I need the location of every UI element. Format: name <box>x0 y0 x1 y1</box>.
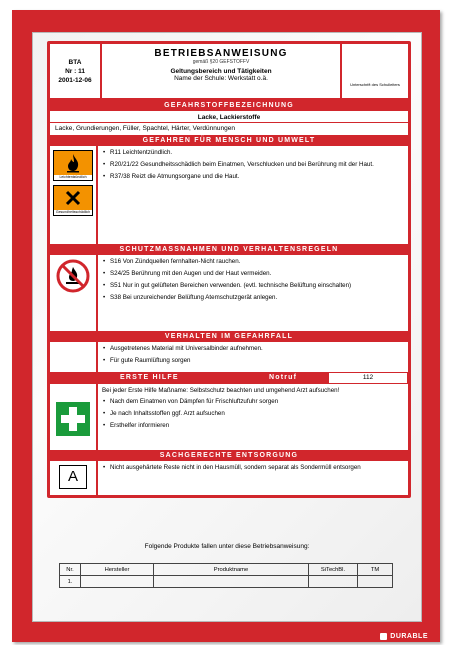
firstaid-title: ERSTE HILFE <box>120 374 179 381</box>
no-open-flame-icon <box>56 259 90 293</box>
row-nr: 1. <box>60 576 81 588</box>
firstaid-section <box>50 384 408 450</box>
cross-icon <box>54 186 92 210</box>
flame-icon <box>54 151 92 175</box>
substance-name: Lacke, Lackierstoffe <box>197 114 261 121</box>
danger-text <box>98 342 408 372</box>
cell <box>154 576 309 588</box>
col-hersteller: Hersteller <box>81 564 154 576</box>
durable-mark-icon <box>380 633 387 640</box>
danger-bar: VERHALTEN IM GEFAHRFALL <box>50 331 408 342</box>
header-code: BTA <box>68 58 82 66</box>
header-number: Nr : 11 <box>65 67 85 75</box>
hazards-text <box>98 146 408 244</box>
danger-item: • Ausgetretenes Material mit Universalbinder aufnehmen. <box>110 345 404 353</box>
harmful-symbol <box>53 185 93 216</box>
durable-logo <box>380 633 428 640</box>
red-display-frame <box>12 10 440 642</box>
col-tm: TM <box>358 564 393 576</box>
protection-text <box>98 255 408 331</box>
operating-instruction-sheet <box>47 41 411 498</box>
protection-item: • S16 Von Zündquellen fernhalten-Nicht rauchen. <box>110 258 404 266</box>
firstaid-text <box>98 384 408 450</box>
disposal-letter: A <box>67 468 78 485</box>
scope-label: Geltungsbereich und Tätigkeiten <box>170 68 272 75</box>
protection-item: • S38 Bei unzureichender Belüftung Atemschutzgerät anlegen. <box>110 294 404 302</box>
protection-item: • S51 Nur in gut gelüfteten Bereichen verwenden. (evtl. technische Belüftung einschalten) <box>110 282 404 290</box>
document-insert <box>32 32 422 622</box>
hazards-bar: GEFAHREN FÜR MENSCH UND UMWELT <box>50 135 408 146</box>
signature-box <box>340 44 408 98</box>
hazard-item: • R11 Leichtentzündlich. <box>110 149 404 157</box>
disposal-icons <box>50 461 98 495</box>
firstaid-item: • Ersthelfer informieren <box>110 422 404 430</box>
notruf-number: 112 <box>329 373 407 383</box>
first-aid-cross-icon <box>56 402 90 436</box>
disposal-text <box>98 461 408 495</box>
brand-name: DURABLE <box>390 633 428 640</box>
cell <box>358 576 393 588</box>
harmful-caption: Gesundheitsschädlich <box>55 210 91 214</box>
document-subtitle: gemäß §20 GEFSTOFFV <box>192 59 250 65</box>
hazards-section <box>50 146 408 244</box>
disposal-item: • Nicht ausgehärtete Reste nicht in den Hausmüll, sondern separat als Sondermüll entsorgen <box>110 464 404 472</box>
protection-item: • S24/25 Berührung mit den Augen und der Haut vermeiden. <box>110 270 404 278</box>
notruf-label: Notruf <box>269 374 298 381</box>
firstaid-bar <box>50 372 408 384</box>
cell <box>309 576 358 588</box>
protection-bar: SCHUTZMASSNAHMEN UND VERHALTENSREGELN <box>50 244 408 255</box>
hazard-icons <box>50 146 98 244</box>
substance-list: Lacke, Grundierungen, Füller, Spachtel, Härter, Verdünnungen <box>50 122 408 135</box>
hazard-item: • R20/21/22 Gesundheitsschädlich beim Einatmen, Verschlucken und bei Berührung mit der Haut. <box>110 161 404 169</box>
substance-bar: GEFAHRSTOFFBEZEICHNUNG <box>50 100 408 111</box>
products-table <box>59 563 393 588</box>
disposal-bar: SACHGERECHTE ENTSORGUNG <box>50 450 408 461</box>
sheet-header <box>50 44 408 100</box>
protection-section <box>50 255 408 331</box>
flammable-symbol <box>53 150 93 181</box>
hazard-item: • R37/38 Reizt die Atmungsorgane und die Haut. <box>110 173 404 181</box>
col-produktname: Produktname <box>154 564 309 576</box>
danger-item: • Für gute Raumlüftung sorgen <box>110 357 404 365</box>
products-intro: Folgende Produkte fallen unter diese Betriebsanweisung: <box>144 543 310 550</box>
flammable-caption: Leichtentzündlich <box>59 175 87 179</box>
header-id-box <box>50 44 102 98</box>
firstaid-intro: Bei jeder Erste Hilfe Maßname: Selbstschutz beachten und umgehend Arzt aufsuchen! <box>102 387 340 394</box>
signature-label: Unterschrift des Schulleiters <box>350 82 400 87</box>
firstaid-item: • Je nach Inhaltsstoffen ggf. Arzt aufsuchen <box>110 410 404 418</box>
col-nr: Nr. <box>60 564 81 576</box>
header-date: 2001-12-06 <box>58 76 92 84</box>
school-name: Name der Schule: Werkstatt o.ä. <box>174 75 268 82</box>
protection-icons <box>50 255 98 331</box>
firstaid-icons <box>50 384 98 450</box>
danger-icons <box>50 342 98 372</box>
disposal-section <box>50 461 408 495</box>
danger-section <box>50 342 408 372</box>
document-title: BETRIEBSANWEISUNG <box>154 48 288 59</box>
header-title-box <box>102 44 340 98</box>
table-header-row <box>60 564 393 576</box>
cell <box>81 576 154 588</box>
col-sitechbl: SiTechBl. <box>309 564 358 576</box>
letter-a-box <box>59 465 87 489</box>
firstaid-item: • Nach dem Einatmen von Dämpfen für Frischluftzufuhr sorgen <box>110 398 404 406</box>
table-row <box>60 576 393 588</box>
